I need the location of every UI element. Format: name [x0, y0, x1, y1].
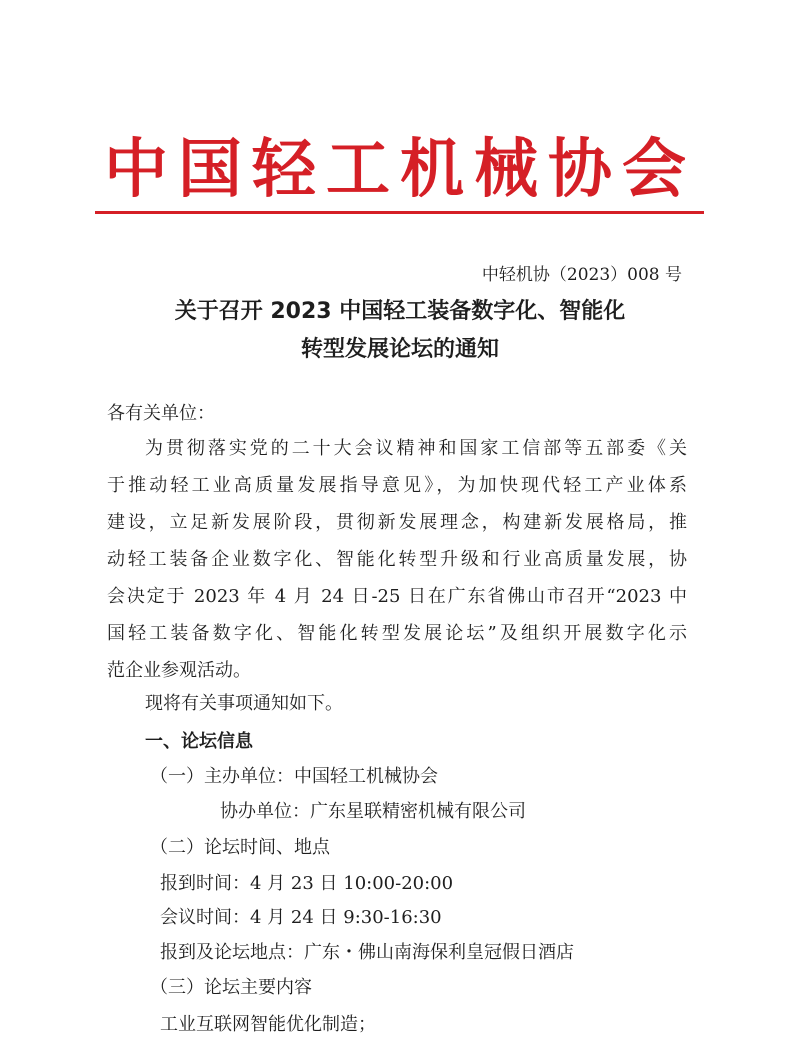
- register-time: 报到时间：4 月 23 日 10:00-20:00: [160, 873, 454, 894]
- para1-line: 国轻工装备数字化、智能化转型发展论坛”及组织开展数字化示: [107, 623, 687, 644]
- document-number: 中轻机协（2023）008 号: [481, 265, 682, 285]
- para1-line: 动轻工装备企业数字化、智能化转型升级和行业高质量发展，协: [107, 549, 687, 570]
- sub-heading: （三）论坛主要内容: [150, 977, 312, 998]
- para1-line: 范企业参观活动。: [107, 660, 251, 681]
- para1-line: 建设，立足新发展阶段，贯彻新发展理念，构建新发展格局，推: [107, 512, 687, 533]
- letterhead-rule: [95, 211, 704, 214]
- salutation: 各有关单位：: [107, 403, 215, 424]
- meeting-time: 会议时间：4 月 24 日 9:30-16:30: [160, 907, 442, 928]
- para1-line: 为贯彻落实党的二十大会议精神和国家工信部等五部委《关: [145, 438, 687, 459]
- org-letterhead: 中国轻工机械协会: [104, 132, 696, 207]
- sub-item: 协办单位：广东星联精密机械有限公司: [220, 801, 526, 822]
- notice-title-line1: 关于召开 2023 中国轻工装备数字化、智能化: [174, 299, 626, 324]
- sub-item: （一）主办单位：中国轻工机械协会: [150, 766, 438, 787]
- venue: 报到及论坛地点：广东・佛山南海保利皇冠假日酒店: [160, 942, 574, 963]
- section-heading: 一、论坛信息: [145, 731, 253, 752]
- notice-title-line2: 转型发展论坛的通知: [300, 337, 499, 362]
- sub-heading: （二）论坛时间、地点: [150, 837, 330, 858]
- para2: 现将有关事项通知如下。: [145, 693, 343, 714]
- content-item: 工业互联网智能优化制造；: [160, 1014, 376, 1035]
- para1-line: 会决定于 2023 年 4 月 24 日-25 日在广东省佛山市召开“2023 中: [107, 586, 687, 607]
- para1-line: 于推动轻工业高质量发展指导意见》，为加快现代轻工产业体系: [107, 475, 687, 496]
